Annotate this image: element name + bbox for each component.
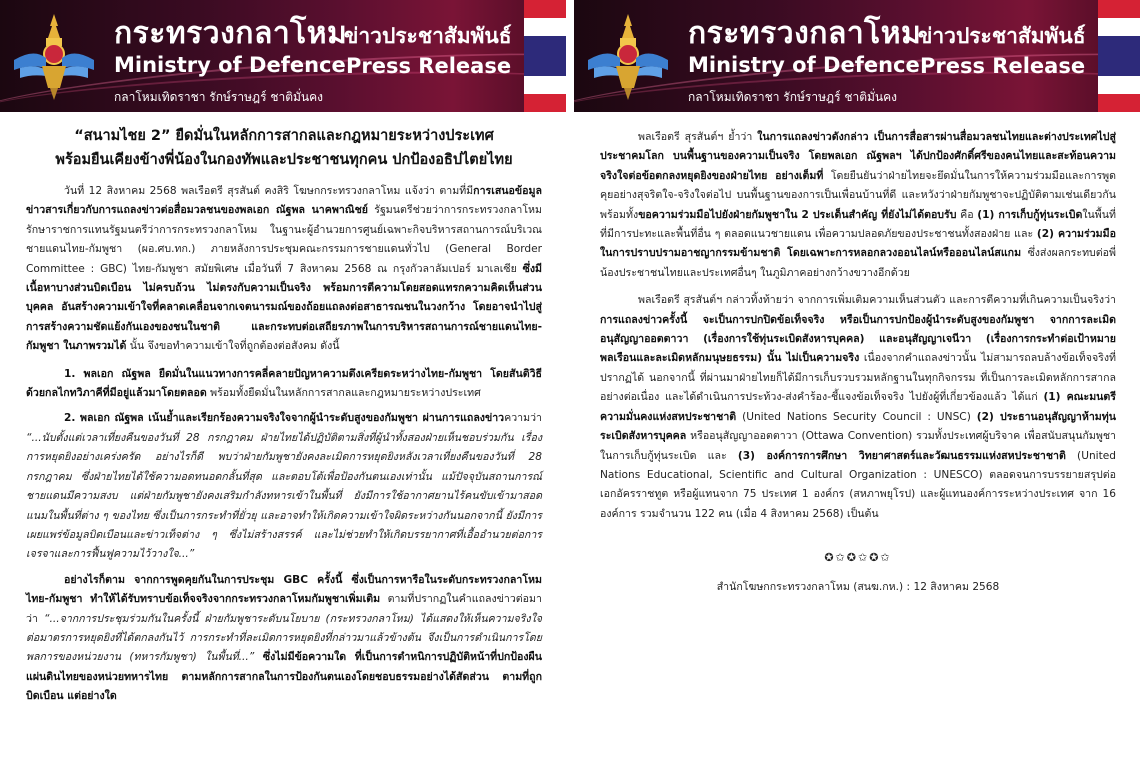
point-2-quote: “...นับตั้งแต่เวลาเที่ยงคืนของวันที่ 28 กรกฎาคม ฝ่ายไทยได้ปฏิบัติตามสิ่งที่ผู้นำทั้งสองฝ่ายเห็นชอบร่วมกัน เรื่องการหยุดยิงอย่างเคร่งครัด อย่างไรก็ดี พบว่าฝ่ายกัมพูชายังคงละเมิดการหยุดยิงหลังเวลาเที่ยงคืนของวันที่ 28 กรกฎาคม ซึ่งฝ่ายไทยได้ใช้ความอดทนอดกลั้นที่สุด และตอบโต้เพื่อป้องกันตนเองเท่านั้น แม้ปัจจุบันสถานการณ์ชายแดนมีความสงบ แต่ฝ่ายกัมพูชายังคงเสริมกำลังทหารเข้าในพื้นที่ ยังมีการใช้อากาศยานไร้คนขับเข้ามาสอดแนมในพื้นที่ต่าง ๆ ของไทย ซึ่งเป็นการกระทำที่ยั่วยุ และอาจทำให้เกิดความเข้าใจผิดระหว่างกันนอกจากนี้ ยังมีการเผยแพร่ข้อมูลบิดเบือนและข่าวเท็จต่าง ๆ ซึ่งไม่สร้างสรรค์ และไม่ช่วยทำให้เกิดบรรยากาศที่เอื้ออำนวยต่อการเจรจาและการฟื้นฟูความไว้วางใจ...” <box>26 431 542 561</box>
statement-text-1: พลเรือตรี สุรสันต์ฯ ย้ำว่า <box>638 131 758 143</box>
paragraph-closing <box>600 291 1116 524</box>
paragraph-gbc <box>26 571 542 707</box>
header-banner <box>574 0 1140 112</box>
headline-line-1: “สนามไชย 2” ยืดมั่นในหลักการสากลและกฎหมายระหว่างประเทศ <box>74 128 494 144</box>
page-divider <box>566 0 574 760</box>
closing-bold-4: (3) องค์การการศึกษา วิทยาศาสตร์และวัฒนธรรมแห่งสหประชาชาติ <box>737 449 1066 462</box>
closing-text-1: พลเรือตรี สุรสันต์ฯ กล่าวทิ้งท้ายว่า จากการเพิ่มเติมความเห็นส่วนตัว และการตีความที่เกินความเป็นจริงว่า <box>638 294 1116 307</box>
press-release-label-thai: ข่าวประชาสัมพันธ์ <box>344 24 512 48</box>
gbc-text: ตามที่ปรากฏในคำแถลงข่าวต่อมาว่า <box>26 593 542 625</box>
statement-bold-1: ในการแถลงข่าวดังกล่าว เป็นการสื่อสารผ่านสื่อมวลชนไทยและต่างประเทศไปสู่ประชาคมโลก บนพื้นฐานของความเป็นจริง โดยพลเอก ณัฐพลฯ ได้ปกป้องศักดิ์ศรีของคนไทยและสะท้อนความจริงใจต่อข้อตกลงหยุดยิงของฝ่ายไทย อย่างเต็มที่ <box>600 131 1116 182</box>
gbc-bold-2: ซึ่งไม่มีข้อความใด ที่เป็นการตำหนิการปฏิบัติหน้าที่ปกป้องผืนแผ่นดินไทยของหน่วยทหารไทย ตามหลักการสากลในการป้องกันตนเองโดยชอบธรรมอย่างได้สัดส่วน ตามที่ถูกบิดเบือน แต่อย่างใด <box>26 651 542 703</box>
closing-text-3: (United Nations Security Council : UNSC) <box>736 410 977 423</box>
statement-text-2: โดยยืนยันว่าฝ่ายไทยจะยึดมั่นในการให้ความร่วมมือและการพูดคุยอย่างสุจริตใจ-จริงใจต่อไป บนพื้นฐานของการเป็นเพื่อนบ้านที่ดี และหวังว่าฝ่ายกัมพูชาจะปฏิบัติตามเช่นเดียวกัน พร้อมทั้ง <box>600 169 1116 221</box>
star-separator: ✪✩✪✩✪✩ <box>824 551 892 565</box>
gbc-quote: “...จากการประชุมร่วมกันในครั้งนี้ ฝ่ายกัมพูชาระดับนโยบาย (กระทรวงกลาโหม) ได้แสดงให้เห็นความจริงใจต่อมาตรการหยุดยิงที่ได้ตกลงกันไว้ การกระทำที่ละเมิดการหยุดยิงที่กล่าวมาแล้วข้างต้น จึงเป็นการดำเนินการโดยพลการของหน่วยงาน (ทหารกัมพูชา) ในพื้นที่...” <box>26 612 543 664</box>
point-2-text: ความว่า <box>504 412 542 425</box>
statement-bold-2: ขอความร่วมมือไปยังฝ่ายกัมพูชาใน 2 ประเด็นสำคัญ ที่ยังไม่ได้ตอบรับ <box>638 208 957 221</box>
point-2-bold: 2. พลเอก ณัฐพล เน้นย้ำและเรียกร้องความจริงใจจากผู้นำระดับสูงของกัมพูชา ผ่านการแถลงข่าว <box>64 412 505 425</box>
closing-text-5: (United Nations Educational, Scientific and Cultural Organization : UNESCO) ตลอดจนการบรรยายสรุปต่อเอกอัครราชทูต หรือผู้แทนจาก 75 ประเทศ 1 องค์กร (สหภาพยุโรป) และผู้แทนองค์การระหว่างประเทศ จาก 16 องค์การ รวมจำนวน 122 คน (เมื่อ 4 สิงหาคม 2568) เป็นต้น <box>600 449 1116 520</box>
paragraph-point-1 <box>26 365 542 404</box>
closing-bold-3: (2) ประธานอนุสัญญาห้ามทุ่นระเบิดสังหารบุคคล <box>600 410 1116 443</box>
statement-text-3: คือ <box>956 208 978 221</box>
ministry-motto: กลาโหมเทิดราชา รักษ์ราษฎร์ ชาติมั่นคง <box>688 90 898 104</box>
page-1-body <box>26 122 542 713</box>
paragraph-point-2 <box>26 409 542 564</box>
press-release-label-english: Press Release <box>346 54 512 78</box>
press-release-label-english: Press Release <box>920 54 1086 78</box>
ministry-motto: กลาโหมเทิดราชา รักษ์ราษฎร์ ชาติมั่นคง <box>114 90 324 104</box>
statement-bold-4: (2) ความร่วมมือในการปราบปรามอาชญากรรมข้ามชาติ โดยเฉพาะการหลอกลวงออนไลน์หรือออนไลน์สแกม <box>600 228 1116 260</box>
ministry-emblem-icon <box>6 8 102 104</box>
intro-text-3: นั้น จึงขอทำความเข้าใจที่ถูกต้องต่อสังคม ดังนี้ <box>126 340 340 353</box>
gbc-bold-1: อย่างไรก็ตาม จากการพูดคุยกันในการประชุม GBC ครั้งนี้ ซึ่งเป็นการหารือในระดับกระทรวงกลาโหมไทย-กัมพูชา ทำให้ได้รับทราบข้อเท็จจริงจากกระทรวงกลาโหมกัมพูชาเพิ่มเติม <box>26 573 542 606</box>
statement-text-5: ซึ่งส่งผลกระทบต่อพี่น้องประชาชนไทยและประเทศอื่นๆ ในภูมิภาคอย่างกว้างขวางอีกด้วย <box>600 247 1116 279</box>
ministry-name-english: Ministry of Defence <box>688 53 920 77</box>
press-release-page-2 <box>574 0 1140 760</box>
press-release-page-1 <box>0 0 566 760</box>
point-1-text: พร้อมทั้งยืดมั่นในหลักการสากลและกฎหมายระหว่างประเทศ <box>206 387 481 400</box>
intro-text-1: วันที่ 12 สิงหาคม 2568 พลเรือตรี สุรสันต์ คงสิริ โฆษกกระทรวงกลาโหม แจ้งว่า ตามที่มี <box>64 185 474 197</box>
closing-bold-2: (1) คณะมนตรีความมั่นคงแห่งสหประชาชาติ <box>600 391 1116 423</box>
ministry-name-thai: กระทรวงกลาโหม <box>688 16 922 51</box>
closing-bold-1: การแถลงข่าวครั้งนี้ จะเป็นการปกปิดข้อเท็จจริง หรือเป็นการปกป้องผู้นำระดับสูงของกัมพูชา จากการละเมิดอนุสัญญาออตตาวา (เรื่องการใช้ทุ่นระเบิดสังหารบุคคล) และอนุสัญญาเจนีวา (เรื่องการกระทำต่อเป้าหมายพลเรือนและละเมิดหลักมนุษยธรรม) นั้น ไม่เป็นความจริง <box>600 313 1116 365</box>
headline-line-2: พร้อมยืนเคียงข้างพี่น้องในกองทัพและประชาชนทุกคน ปกป้องอธิปไตยไทย <box>55 152 513 168</box>
thai-flag-icon <box>1098 0 1140 112</box>
ministry-name-thai: กระทรวงกลาโหม <box>114 16 348 51</box>
thai-flag-icon <box>524 0 566 112</box>
headline <box>26 124 542 172</box>
intro-text-2: รัฐมนตรีช่วยว่าการกระทรวงกลาโหม รักษาราชการแทนรัฐมนตรีว่าการกระทรวงกลาโหม ในฐานะผู้อำนวยการศูนย์เฉพาะกิจบริหารสถานการณ์บริเวณชายแดนไทย-กัมพูชา (ผอ.ศบ.ทก.) ภายหลังการประชุมคณะกรรมการชายแดนทั่วไป (General Border Committee : GBC) ไทย-กัมพูชา สมัยพิเศษ เมื่อวันที่ 7 สิงหาคม 2568 ณ กรุงกัวลาลัมเปอร์ มาเลเซีย <box>26 204 542 275</box>
signoff-line: สำนักโฆษกกระทรวงกลาโหม (สนฆ.กห.) : 12 สิงหาคม 2568 <box>716 580 1000 593</box>
intro-bold-1: การเสนอข้อมูลข่าวสารเกี่ยวกับการแถลงข่าวต่อสื่อมวลชนของพลเอก ณัฐพล นาคพาณิชย์ <box>26 185 542 217</box>
header-banner <box>0 0 566 112</box>
statement-text-4: ในพื้นที่ที่มีการปะทะและพื้นที่อื่น ๆ ตลอดแนวชายแดน เพื่อความปลอดภัยของประชาชนทั้งสองฝ่าย และ <box>600 208 1116 241</box>
paragraph-spokesman-statement <box>600 128 1116 283</box>
closing-text-4: หรืออนุสัญญาออตตาวา (Ottawa Convention) รวมทั้งประเทศผู้บริจาค เพื่อสนับสนุนกัมพูชาในการเก็บกู้ทุ่นระเบิด และ <box>600 430 1116 462</box>
point-1-bold: 1. พลเอก ณัฐพล ยืดมั่นในแนวทางการคลี่คลายปัญหาความตึงเครียดระหว่างไทย-กัมพูชา โดยสันติวิธี ด้วยกลไกทวิภาคีที่มีอยู่แล้วมาโดยตลอด <box>26 367 542 400</box>
press-release-label-thai: ข่าวประชาสัมพันธ์ <box>918 24 1086 48</box>
paragraph-intro <box>26 182 542 357</box>
ministry-emblem-icon <box>580 8 676 104</box>
intro-bold-2: ซึ่งมีเนื้อหาบางส่วนบิดเบือน ไม่ครบถ้วน ไม่ตรงกับความเป็นจริง พร้อมการตีความโดยสอดแทรกความคิดเห็นส่วนบุคคล อันสร้างความเข้าใจที่คลาดเคลื่อนจากเจตนารมณ์ของถ้อยแถลงต่อสาธารณชนในวงกว้าง โดยอาจนำไปสู่การสร้างความชัดแย้งกันเองของชนในชาติ และกระทบต่อเสถียรภาพในการบริหารสถานการณ์ชายแดนไทย-กัมพูชา ในภาพรวมได้ <box>26 262 542 353</box>
ministry-name-english: Ministry of Defence <box>114 53 346 77</box>
page-2-body <box>600 128 1116 597</box>
statement-bold-3: (1) การเก็บกู้ทุ่นระเบิด <box>977 208 1083 221</box>
closing-text-2: เนื่องจากคำแถลงข่าวนั้น ไม่สามารถลบล้างข้อเท็จจริงที่ปรากฏได้ นอกจากนี้ ที่ผ่านมาฝ่ายไทยก็ได้มีการเก็บรวบรวมหลักฐานในทุกกิจกรรม ที่เป็นการละเมิดหลักการสากลอย่างต่อเนื่อง และได้ดำเนินการประท้วง-ส่งคำร้อง-ชี้แจงข้อเท็จจริง ไปยังผู้ที่เกี่ยวข้องแล้ว ได้แก่ <box>600 352 1117 404</box>
